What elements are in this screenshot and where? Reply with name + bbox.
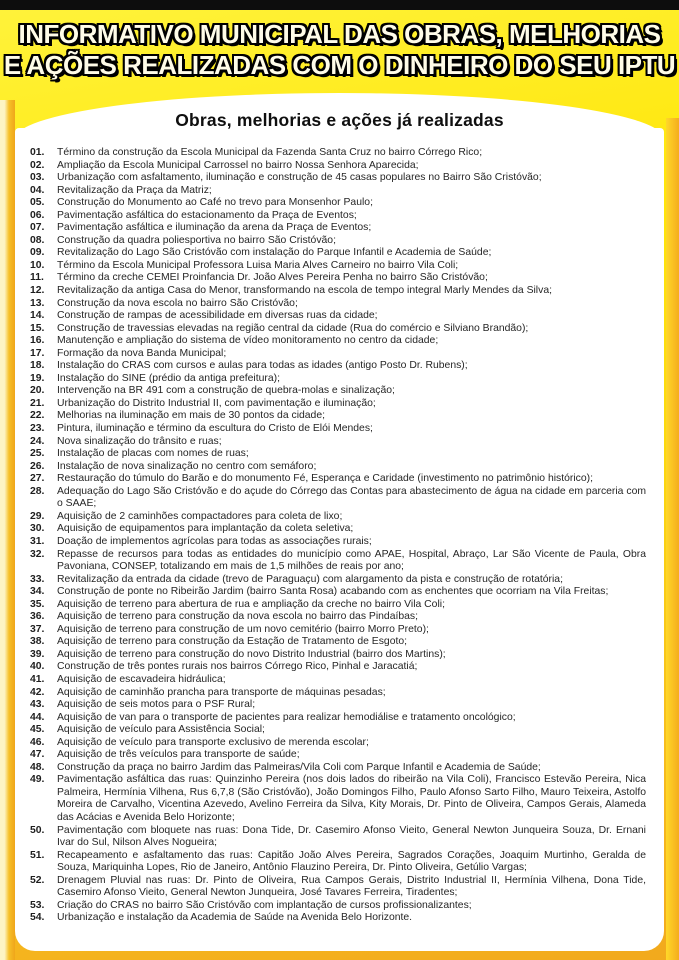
item-number: 11. <box>30 272 44 284</box>
item-number: 07. <box>30 222 45 234</box>
list-item <box>30 649 646 662</box>
item-number: 02. <box>30 159 45 171</box>
list-item <box>30 285 646 298</box>
item-number: 49. <box>30 774 45 786</box>
item-text: Instalação de nova sinalização no centro com semáforo; <box>57 460 317 472</box>
item-number: 31. <box>30 535 45 547</box>
item-number: 24. <box>30 435 45 447</box>
item-text: Aquisição de 2 caminhões compactadores para coleta de lixo; <box>57 510 343 522</box>
item-number: 12. <box>30 285 45 297</box>
list-item <box>30 298 646 311</box>
right-border-stripe <box>666 118 679 960</box>
item-text: Repasse de recursos para todas as entidades do município como APAE, Hospital, Abraço, Lar São Vicente de Paula, Obra Pavoniana, CONSEP, totalizando em mais de 1,5 milhões de reais por ano; <box>57 548 646 573</box>
list-item <box>30 410 646 423</box>
item-number: 09. <box>30 247 45 259</box>
list-item <box>30 423 646 436</box>
item-text: Aquisição de três veículos para transporte de saúde; <box>57 749 300 761</box>
list-item <box>30 737 646 750</box>
item-text: Manutenção e ampliação do sistema de vídeo monitoramento no centro da cidade; <box>57 335 439 347</box>
item-text: Revitalização da entrada da cidade (trevo de Paraguaçu) com alargamento da pista e construção de rotatória; <box>57 573 563 585</box>
item-number: 33. <box>30 573 45 585</box>
list-item <box>30 774 646 824</box>
list-item <box>30 185 646 198</box>
item-number: 17. <box>30 347 45 359</box>
list-item <box>30 624 646 637</box>
list-item <box>30 486 646 511</box>
item-number: 48. <box>30 761 45 773</box>
list-item <box>30 272 646 285</box>
item-number: 23. <box>30 423 45 435</box>
item-text: Construção da praça no bairro Jardim das Palmeiras/Vila Coli com Parque Infantil e Academia de Saúde; <box>57 761 541 773</box>
item-text: Ampliação da Escola Municipal Carrossel no bairro Nossa Senhora Aparecida; <box>57 159 419 171</box>
item-number: 14. <box>30 310 45 322</box>
item-text: Construção de ponte no Ribeirão Jardim (bairro Santa Rosa) acabando com as enchentes que ocorriam na Vila Freitas; <box>57 586 609 598</box>
item-text: Criação do CRAS no bairro São Cristóvão com implantação de cursos profissionalizantes; <box>57 899 472 911</box>
item-number: 26. <box>30 460 45 472</box>
item-number: 40. <box>30 661 45 673</box>
list-item <box>30 574 646 587</box>
list-item <box>30 160 646 173</box>
item-text: Melhorias na iluminação em mais de 30 pontos da cidade; <box>57 410 326 422</box>
item-text: Recapeamento e asfaltamento das ruas: Capitão João Alves Pereira, Sagrados Corações, Joaquim Murtinho, Geralda de Souza, Mariquinha Lopes, Rio de Janeiro, Antônio Flauzino Pereira, Dr. Pinto Oliveira, Getúlio Vargas; <box>57 849 646 874</box>
item-number: 25. <box>30 448 45 460</box>
item-number: 32. <box>30 548 45 560</box>
item-text: Pavimentação com bloquete nas ruas: Dona Tide, Dr. Casemiro Afonso Vieito, General Newton Junqueira Souza, Dr. Ernani Ivar do Sul, Nilson Alves Nogueira; <box>57 824 646 849</box>
item-text: Aquisição de escavadeira hidráulica; <box>57 673 226 685</box>
item-number: 03. <box>30 172 45 184</box>
item-text: Aquisição de veículo para Assistência Social; <box>57 724 265 736</box>
item-number: 29. <box>30 510 45 522</box>
list-item <box>30 473 646 486</box>
item-text: Término da Escola Municipal Professora Luisa Maria Alves Carneiro no bairro Vila Coli; <box>57 259 459 271</box>
item-number: 47. <box>30 749 45 761</box>
obras-list <box>15 147 664 925</box>
list-item <box>30 511 646 524</box>
item-text: Drenagem Pluvial nas ruas: Dr. Pinto de Oliveira, Rua Campos Gerais, Distrito Industrial II, Hermínia Vilhena, Dona Tide, Casemiro Afonso Vieito, General Newton Junqueira, José Tavares Ferreira, Tiradentes; <box>57 874 646 899</box>
item-number: 37. <box>30 623 45 635</box>
item-number: 28. <box>30 485 45 497</box>
list-item <box>30 712 646 725</box>
item-number: 30. <box>30 523 45 535</box>
header-title-line1: INFORMATIVO MUNICIPAL DAS OBRAS, MELHORIAS <box>18 19 661 49</box>
list-item <box>30 636 646 649</box>
list-item <box>30 348 646 361</box>
item-text: Término da creche CEMEI Proinfancia Dr. João Alves Pereira Penha no bairro São Cristóvão; <box>57 272 488 284</box>
item-text: Aquisição de van para o transporte de pacientes para realizar hemodiálise e tratamento oncológico; <box>57 711 516 723</box>
item-text: Doação de implementos agrícolas para todas as associações rurais; <box>57 535 372 547</box>
list-item <box>30 699 646 712</box>
list-item <box>30 850 646 875</box>
list-item <box>30 523 646 536</box>
item-number: 34. <box>30 586 45 598</box>
item-number: 39. <box>30 648 45 660</box>
header-title-line2: E AÇÕES REALIZADAS COM O DINHEIRO DO SEU IPTU <box>3 50 676 80</box>
list-item <box>30 323 646 336</box>
top-black-bar <box>0 0 679 10</box>
item-text: Aquisição de equipamentos para implantação da coleta seletiva; <box>57 523 354 535</box>
item-text: Formação da nova Banda Municipal; <box>57 347 227 359</box>
item-text: Aquisição de terreno para construção do novo Distrito Industrial (bairro dos Martins); <box>57 648 446 660</box>
item-text: Revitalização da antiga Casa do Menor, transformando na escola de tempo integral Marly Mendes da Silva; <box>57 285 552 297</box>
list-item <box>30 260 646 273</box>
item-number: 52. <box>30 874 45 886</box>
item-text: Instalação do SINE (prédio da antiga prefeitura); <box>57 372 280 384</box>
list-item <box>30 661 646 674</box>
item-text: Aquisição de terreno para construção da nova escola no bairro das Pindaíbas; <box>57 611 419 623</box>
item-number: 16. <box>30 335 45 347</box>
item-number: 13. <box>30 297 45 309</box>
item-text: Urbanização do Distrito Industrial II, com pavimentação e iluminação; <box>57 397 376 409</box>
item-text: Instalação de placas com nomes de ruas; <box>57 448 249 460</box>
left-border-stripe <box>0 100 15 960</box>
item-text: Pavimentação asfáltica do estacionamento da Praça de Eventos; <box>57 209 357 221</box>
item-text: Aquisição de seis motos para o PSF Rural; <box>57 699 256 711</box>
item-number: 43. <box>30 699 45 711</box>
item-number: 27. <box>30 473 45 485</box>
list-item <box>30 724 646 737</box>
item-number: 06. <box>30 209 45 221</box>
section-title: Obras, melhorias e ações já realizadas <box>175 110 504 130</box>
item-text: Aquisição de caminhão prancha para transporte de máquinas pesadas; <box>57 686 386 698</box>
item-text: Aquisição de veículo para transporte exclusivo de merenda escolar; <box>57 736 369 748</box>
list-item <box>30 247 646 260</box>
item-text: Término da construção da Escola Municipal da Fazenda Santa Cruz no bairro Córrego Rico; <box>57 147 483 158</box>
item-number: 38. <box>30 636 45 648</box>
list-item <box>30 599 646 612</box>
list-item <box>30 373 646 386</box>
list-item <box>30 448 646 461</box>
item-text: Revitalização da Praça da Matriz; <box>57 184 212 196</box>
item-number: 36. <box>30 611 45 623</box>
item-text: Aquisição de terreno para construção da Estação de Tratamento de Esgoto; <box>57 636 408 648</box>
list-item <box>30 461 646 474</box>
list-item <box>30 197 646 210</box>
item-text: Adequação do Lago São Cristóvão e do açude do Córrego das Contas para abastecimento de água na cidade em parceria com o SAAE; <box>57 485 646 510</box>
item-number: 21. <box>30 397 45 409</box>
list-item <box>30 549 646 574</box>
item-number: 04. <box>30 184 45 196</box>
item-number: 18. <box>30 360 45 372</box>
list-item <box>30 536 646 549</box>
item-number: 42. <box>30 686 45 698</box>
list-item <box>30 360 646 373</box>
list-item <box>30 235 646 248</box>
list-item <box>30 900 646 913</box>
list-item <box>30 762 646 775</box>
item-number: 05. <box>30 197 45 209</box>
list-item <box>30 674 646 687</box>
list-item <box>30 222 646 235</box>
item-text: Construção de travessias elevadas na região central da cidade (Rua do comércio e Silviano Brandão); <box>57 322 529 334</box>
list-item <box>30 749 646 762</box>
item-text: Construção do Monumento ao Café no trevo para Monsenhor Paulo; <box>57 197 373 209</box>
list-item <box>30 335 646 348</box>
item-text: Pavimentação asfáltica das ruas: Quinzinho Pereira (nos dois lados do ribeirão na Vila Coli), Francisco Estevão Pereira, Nica Palmeira, Hermínia Vilhena, Rus 6,7,8 (São Cristóvão), João Domingos Filho, Paulo Afonso Sarto Filho, Mauro Teixeira, Astolfo Moreira de Carvalho, Vicentina Azevedo, Avelino Ferreira da Silva, Kity Morais, Dr. Pinto de Oliveira, Campos Gerais, Alameda das Acácias e Avenida Belo Horizonte; <box>57 774 646 823</box>
list-item <box>30 172 646 185</box>
item-number: 45. <box>30 724 45 736</box>
item-number: 19. <box>30 372 45 384</box>
item-text: Aquisição de terreno para construção de um novo cemitério (bairro Morro Preto); <box>57 623 429 635</box>
item-text: Construção de três pontes rurais nos bairros Córrego Rico, Pinhal e Jaracatiá; <box>57 661 418 673</box>
item-number: 35. <box>30 598 45 610</box>
item-number: 53. <box>30 899 45 911</box>
flyer-header <box>0 19 679 81</box>
item-text: Restauração do túmulo do Barão e do monumento Fé, Esperança e Caridade (investimento no patrimônio histórico); <box>57 473 593 485</box>
list-item <box>30 611 646 624</box>
item-number: 10. <box>30 259 45 271</box>
list-item <box>30 147 646 160</box>
item-text: Construção de rampas de acessibilidade em diversas ruas da cidade; <box>57 310 378 322</box>
list-item <box>30 310 646 323</box>
item-number: 01. <box>30 147 45 158</box>
item-text: Instalação do CRAS com cursos e aulas para todas as idades (antigo Posto Dr. Rubens); <box>57 360 468 372</box>
item-number: 22. <box>30 410 45 422</box>
item-number: 15. <box>30 322 45 334</box>
item-text: Construção da nova escola no bairro São Cristóvão; <box>57 297 298 309</box>
item-number: 41. <box>30 673 45 685</box>
item-number: 44. <box>30 711 45 723</box>
list-item <box>30 586 646 599</box>
list-item <box>30 687 646 700</box>
item-number: 20. <box>30 385 45 397</box>
item-number: 46. <box>30 736 45 748</box>
list-item <box>30 875 646 900</box>
item-text: Revitalização do Lago São Cristóvão com instalação do Parque Infantil e Academia de Saúde; <box>57 247 492 259</box>
item-text: Construção da quadra poliesportiva no bairro São Cristóvão; <box>57 234 336 246</box>
item-number: 50. <box>30 824 45 836</box>
list-item <box>30 385 646 398</box>
item-text: Nova sinalização do trânsito e ruas; <box>57 435 222 447</box>
list-item <box>30 436 646 449</box>
list-item <box>30 398 646 411</box>
item-text: Intervenção na BR 491 com a construção de quebra-molas e sinalização; <box>57 385 395 397</box>
item-text: Pintura, iluminação e término da escultura do Cristo de Elói Mendes; <box>57 423 373 435</box>
item-text: Pavimentação asfáltica e iluminação da arena da Praça de Eventos; <box>57 222 372 234</box>
item-number: 51. <box>30 849 45 861</box>
list-item <box>30 210 646 223</box>
item-number: 08. <box>30 234 45 246</box>
item-text: Urbanização e instalação da Academia de Saúde na Avenida Belo Horizonte. <box>57 912 413 924</box>
item-text: Aquisição de terreno para abertura de rua e ampliação da creche no bairro Vila Coli; <box>57 598 445 610</box>
item-text: Urbanização com asfaltamento, iluminação e construção de 45 casas populares no Bairro São Cristóvão; <box>57 172 542 184</box>
list-item <box>30 912 646 925</box>
list-item <box>30 825 646 850</box>
item-number: 54. <box>30 912 45 924</box>
